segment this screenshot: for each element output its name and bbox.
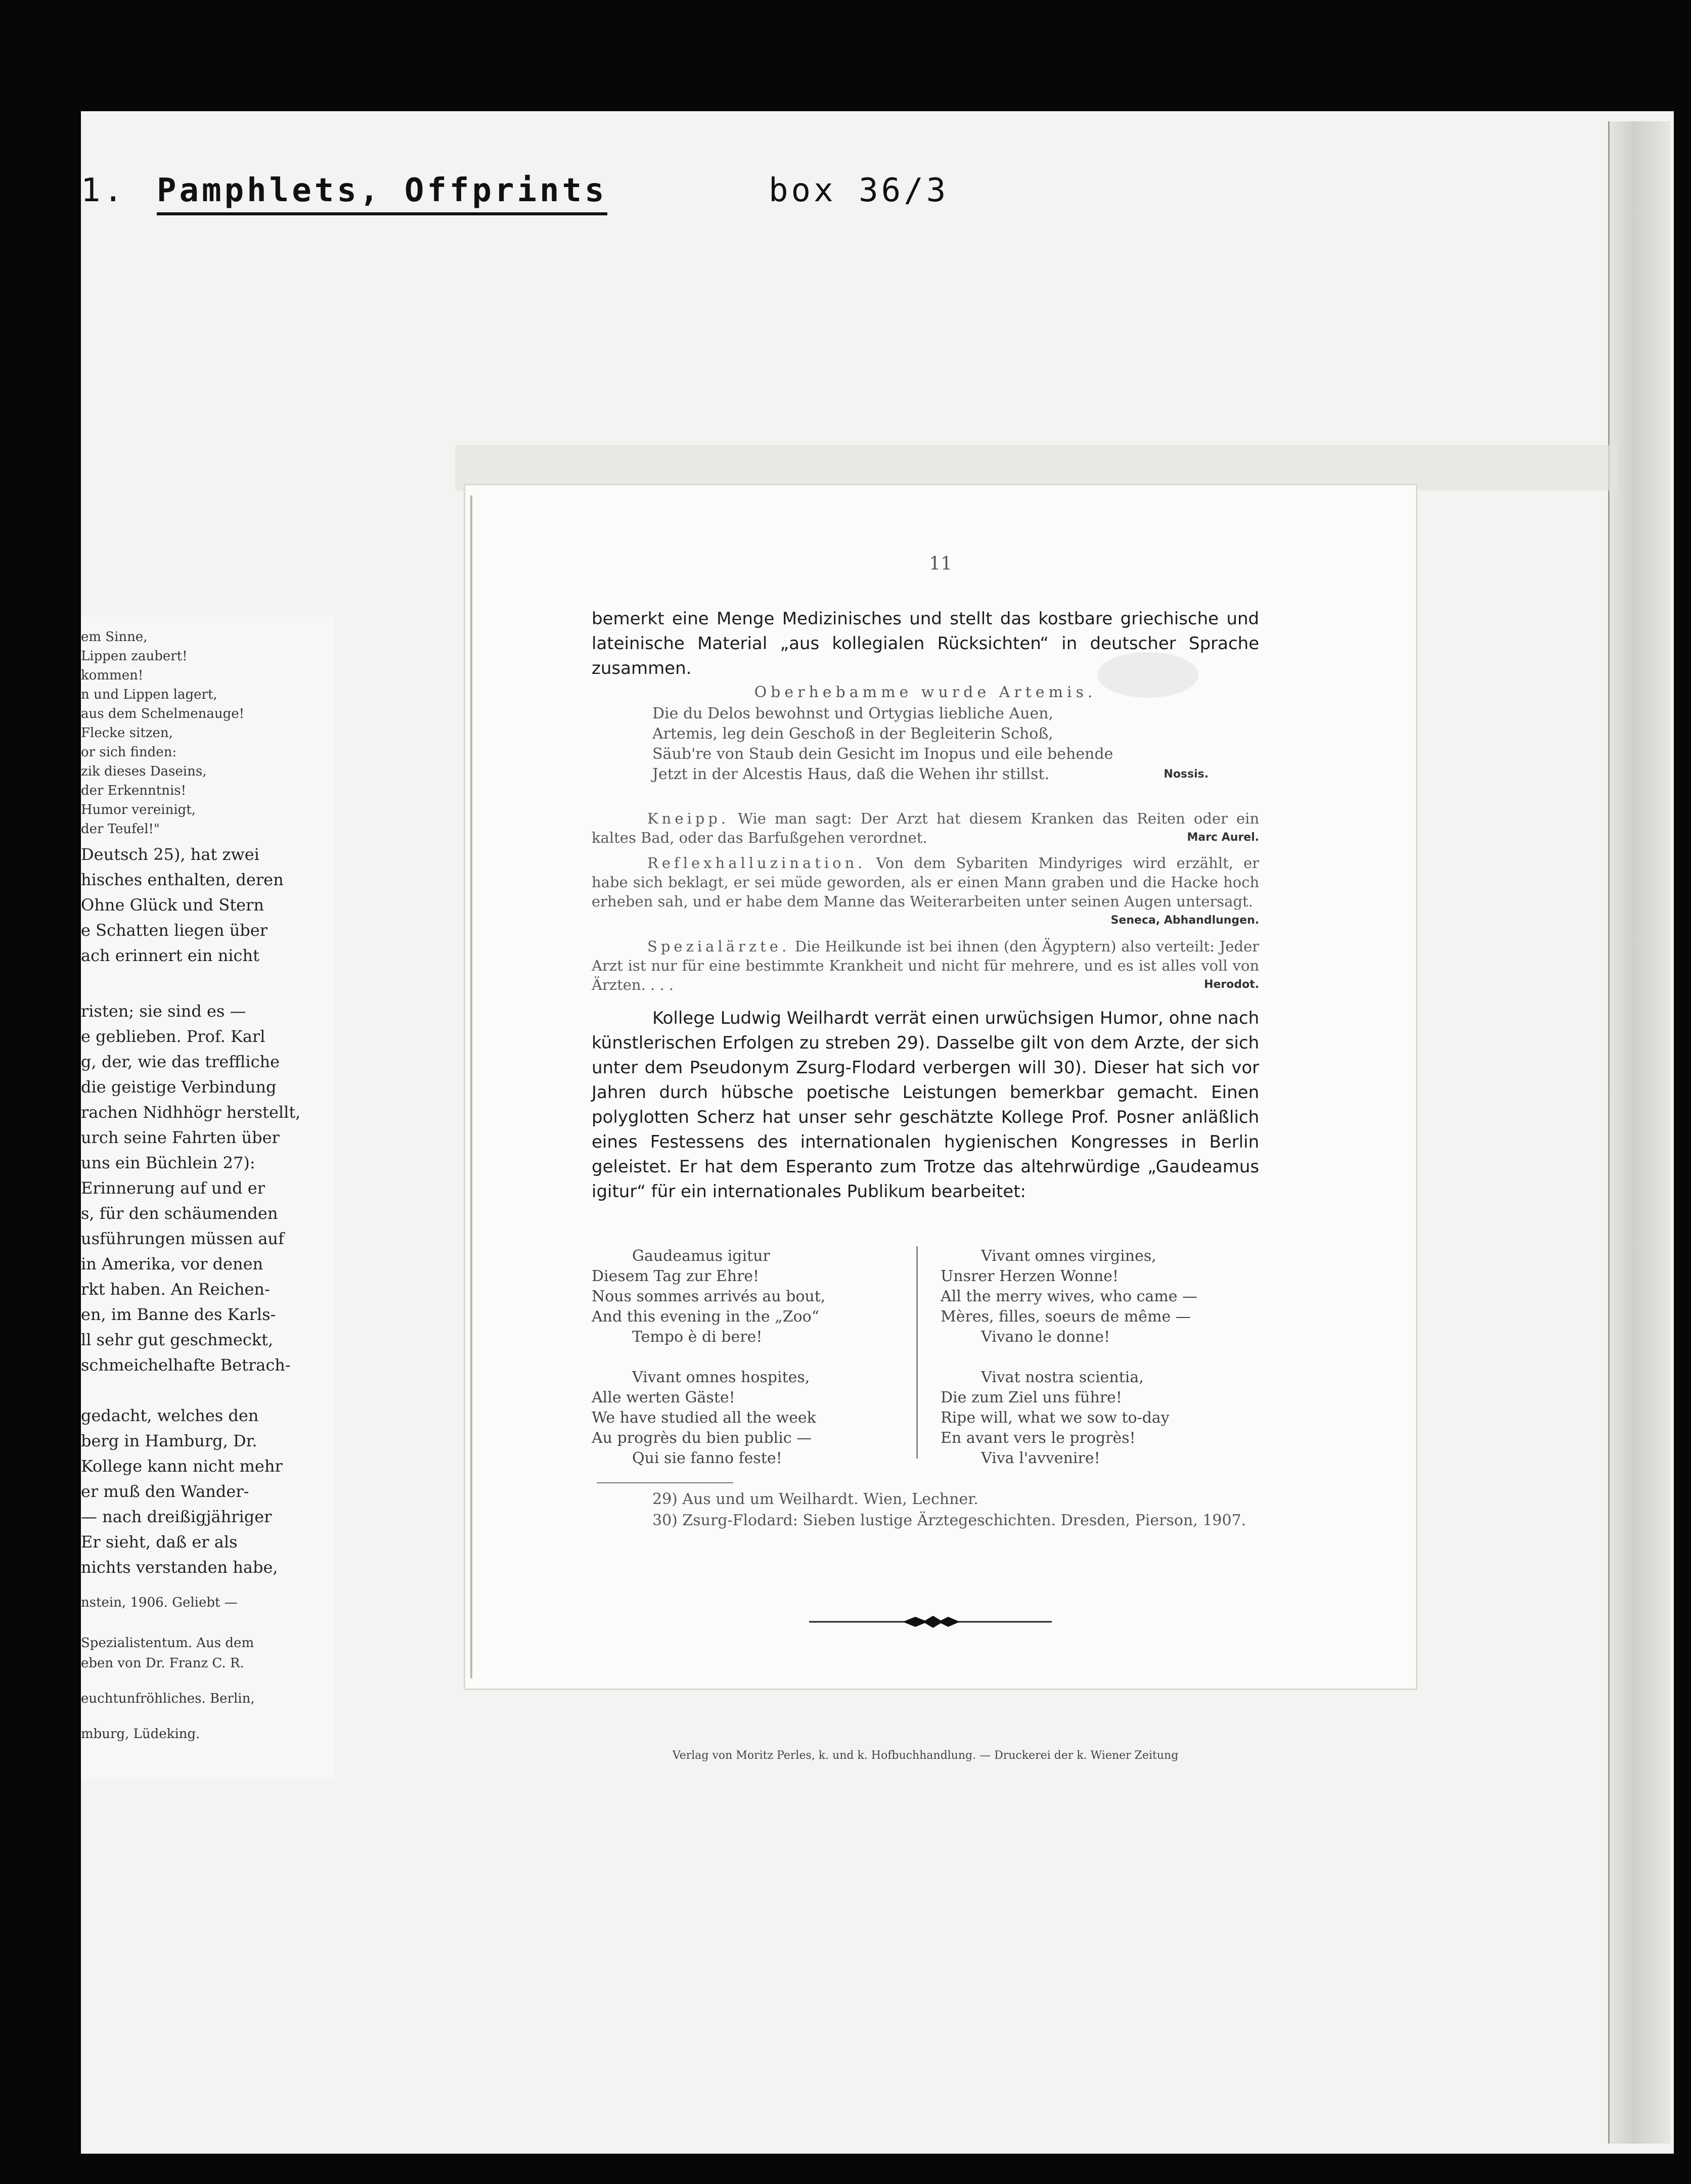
quote-text: Die Heilkunde ist bei ihnen (den Ägyptern) also verteilt: Jeder Arzt ist nur für eine bestimmte Krankheit und nicht für mehrere, und es ist alles voll von Ärzten. . . . (592, 938, 1259, 993)
poem-title: Oberhebamme wurde Artemis. (754, 684, 1097, 701)
quote-spezialaerzte (592, 937, 1259, 994)
left-page-line: ach erinnert ein nicht (81, 946, 259, 965)
publisher-imprint: Verlag von Moritz Perles, k. und k. Hofbuchhandlung. — Druckerei der k. Wiener Zeitung (672, 1749, 1179, 1762)
footnote-30: 30) Zsurg-Flodard: Sieben lustige Ärztegeschichten. Dresden, Pierson, 1907. (652, 1512, 1247, 1529)
poem-line: Jetzt in der Alcestis Haus, daß die Wehen ihr stillst. Nossis. (652, 764, 1209, 785)
song-line: We have studied all the week (592, 1409, 816, 1427)
left-page-line: euchtunfröhliches. Berlin, (81, 1691, 255, 1706)
column-divider (916, 1246, 918, 1459)
song-line: Vivano le donne! (981, 1328, 1110, 1346)
quote-source: Marc Aurel. (1187, 831, 1259, 844)
left-page-line: hisches enthalten, deren (81, 870, 284, 889)
song-column-left (592, 1246, 915, 1469)
left-page-line: n und Lippen lagert, (81, 687, 217, 702)
left-page-line: die geistige Verbindung (81, 1077, 277, 1097)
left-page-line: Er sieht, daß er als (81, 1532, 238, 1552)
left-page-line: kommen! (81, 668, 144, 683)
shadow-band (455, 445, 1618, 490)
poem-line: Artemis, leg dein Geschoß in der Begleiterin Schoß, (652, 725, 1053, 743)
header-number: 1. (81, 172, 126, 209)
poem-line: Die du Delos bewohnst und Ortygias liebliche Auen, (652, 705, 1054, 722)
footnote-29: 29) Aus und um Weilhardt. Wien, Lechner. (652, 1490, 978, 1508)
song-line: Alle werten Gäste! (592, 1389, 735, 1406)
page-gutter (470, 495, 472, 1678)
ornament-divider (809, 1612, 1052, 1632)
song-line: Ripe will, what we sow to-day (941, 1409, 1170, 1427)
quote-lead: Kneipp. (647, 810, 730, 827)
left-page-line: en, im Banne des Karls- (81, 1305, 276, 1324)
song-line: Viva l'avvenire! (981, 1449, 1100, 1467)
left-page-line: uns ein Büchlein 27): (81, 1153, 255, 1172)
song-line: Vivant omnes virgines, (981, 1247, 1156, 1265)
left-page-fragment (81, 617, 334, 1780)
left-page-line: der Teufel!" (81, 822, 160, 837)
quote-lead: Reflexhalluzination. (647, 854, 866, 872)
left-page-line: e Schatten liegen über (81, 921, 268, 940)
quote-source: Seneca, Abhandlungen. (1110, 914, 1259, 927)
song-line: Vivant omnes hospites, (632, 1369, 810, 1386)
body-paragraph: Kollege Ludwig Weilhardt verrät einen urwüchsigen Humor, ohne nach künstlerischen Erfolgen zu streben 29). Dasselbe gilt von dem Arzte, der sich unter dem Pseudonym Zsurg-Flodard verbergen will 30). Dieser hat sich vor Jahren durch hübsche poetische Leistungen bemerkbar gemacht. Einen polyglotten Scherz hat unser sehr geschätzte Kollege Prof. Posner anläßlich eines Festessens des internationalen hygienischen Kongresses in Berlin geleistet. Er hat dem Esperanto zum Trotze das altehrwürdige „Gaudeamus igitur“ für ein internationales Publikum bearbeitet: (592, 1008, 1259, 1202)
poem-source: Nossis. (1164, 768, 1209, 781)
left-page-line: usführungen müssen auf (81, 1229, 284, 1248)
song-line: And this evening in the „Zoo“ (592, 1308, 820, 1326)
left-page-line: nstein, 1906. Geliebt — (81, 1595, 238, 1610)
header-title: Pamphlets, Offprints (157, 172, 607, 215)
song-line: Unsrer Herzen Wonne! (941, 1267, 1119, 1285)
song-column-right (941, 1246, 1264, 1469)
left-page-line: em Sinne, (81, 629, 148, 645)
poem-verse (652, 704, 1209, 785)
quote-reflexhalluzination (592, 853, 1259, 930)
left-page-line: — nach dreißigjähriger (81, 1507, 272, 1526)
song-line: All the merry wives, who came — (941, 1288, 1197, 1305)
page-number: 11 (929, 554, 952, 574)
left-page-line: Kollege kann nicht mehr (81, 1457, 283, 1476)
left-page-line: Deutsch 25), hat zwei (81, 845, 259, 864)
left-page-line: rkt haben. An Reichen- (81, 1280, 270, 1299)
song-line: Tempo è di bere! (632, 1328, 763, 1346)
quote-text: Von dem Sybariten Mindyriges wird erzählt, er habe sich beklagt, er sei müde geworden, als er einen Mann graben und die Hacke hoch erheben sah, und er habe dem Manne das Weiterarbeiten unter seinen Augen untersagt. (592, 854, 1260, 910)
left-page-line: Spezialistentum. Aus dem (81, 1635, 254, 1651)
header-box-label: box 36/3 (769, 172, 949, 209)
song-line: Diesem Tag zur Ehre! (592, 1267, 760, 1285)
left-page-line: urch seine Fahrten über (81, 1128, 280, 1147)
left-page-line: s, für den schäumenden (81, 1204, 278, 1223)
left-page-line: der Erkenntnis! (81, 783, 187, 798)
quote-lead: Spezialärzte. (647, 938, 790, 955)
footnote-rule (597, 1482, 733, 1483)
mount-board-edge (1608, 121, 1670, 2144)
left-page-line: schmeichelhafte Betrach- (81, 1355, 291, 1375)
left-page-line: ll sehr gut geschmeckt, (81, 1330, 274, 1349)
left-page-line: Humor vereinigt, (81, 802, 196, 817)
left-page-line: Ohne Glück und Stern (81, 895, 264, 915)
quote-text: Wie man sagt: Der Arzt hat diesem Kranken das Reiten oder ein kaltes Bad, oder das Barfußgehen verordnet. (592, 810, 1259, 846)
left-page-line: er muß den Wander- (81, 1482, 249, 1501)
quote-source: Herodot. (1204, 978, 1259, 991)
song-line: En avant vers le progrès! (941, 1429, 1136, 1447)
poem-line: Säub're von Staub dein Gesicht im Inopus und eile behende (652, 745, 1114, 763)
left-page-line: g, der, wie das treffliche (81, 1052, 280, 1071)
song-line: Mères, filles, soeurs de même — (941, 1308, 1191, 1326)
song-line: Qui sie fanno feste! (632, 1449, 782, 1467)
song-line: Nous sommes arrivés au bout, (592, 1288, 826, 1305)
left-page-line: risten; sie sind es — (81, 1002, 246, 1021)
page-11 (465, 485, 1416, 1762)
left-page-line: Lippen zaubert! (81, 649, 188, 664)
left-page-line: in Amerika, vor denen (81, 1254, 263, 1273)
song-line (592, 1347, 915, 1368)
song-line: Au progrès du bien public — (592, 1429, 812, 1447)
left-page-line: Flecke sitzen, (81, 725, 173, 741)
quote-kneipp (592, 809, 1259, 847)
song-line: Vivat nostra scientia, (981, 1369, 1144, 1386)
left-page-line: eben von Dr. Franz C. R. (81, 1656, 244, 1671)
song-line (941, 1347, 1264, 1368)
left-page-line: e geblieben. Prof. Karl (81, 1027, 265, 1046)
left-page-line: Erinnerung auf und er (81, 1178, 265, 1198)
song-line: Die zum Ziel uns führe! (941, 1389, 1122, 1406)
left-page-line: berg in Hamburg, Dr. (81, 1431, 257, 1450)
left-page-line: or sich finden: (81, 745, 177, 760)
left-page-line: nichts verstanden habe, (81, 1558, 278, 1577)
song-line: Gaudeamus igitur (632, 1247, 770, 1265)
left-page-line: mburg, Lüdeking. (81, 1726, 200, 1742)
left-page-line: aus dem Schelmenauge! (81, 706, 245, 721)
left-page-line: rachen Nidhhögr herstellt, (81, 1103, 301, 1122)
left-page-line: zik dieses Daseins, (81, 764, 207, 779)
intro-paragraph: bemerkt eine Menge Medizinisches und stellt das kostbare griechische und lateinische Material „aus kollegialen Rücksichten“ in deutscher Sprache zusammen. (592, 609, 1259, 678)
left-page-line: gedacht, welches den (81, 1406, 259, 1425)
